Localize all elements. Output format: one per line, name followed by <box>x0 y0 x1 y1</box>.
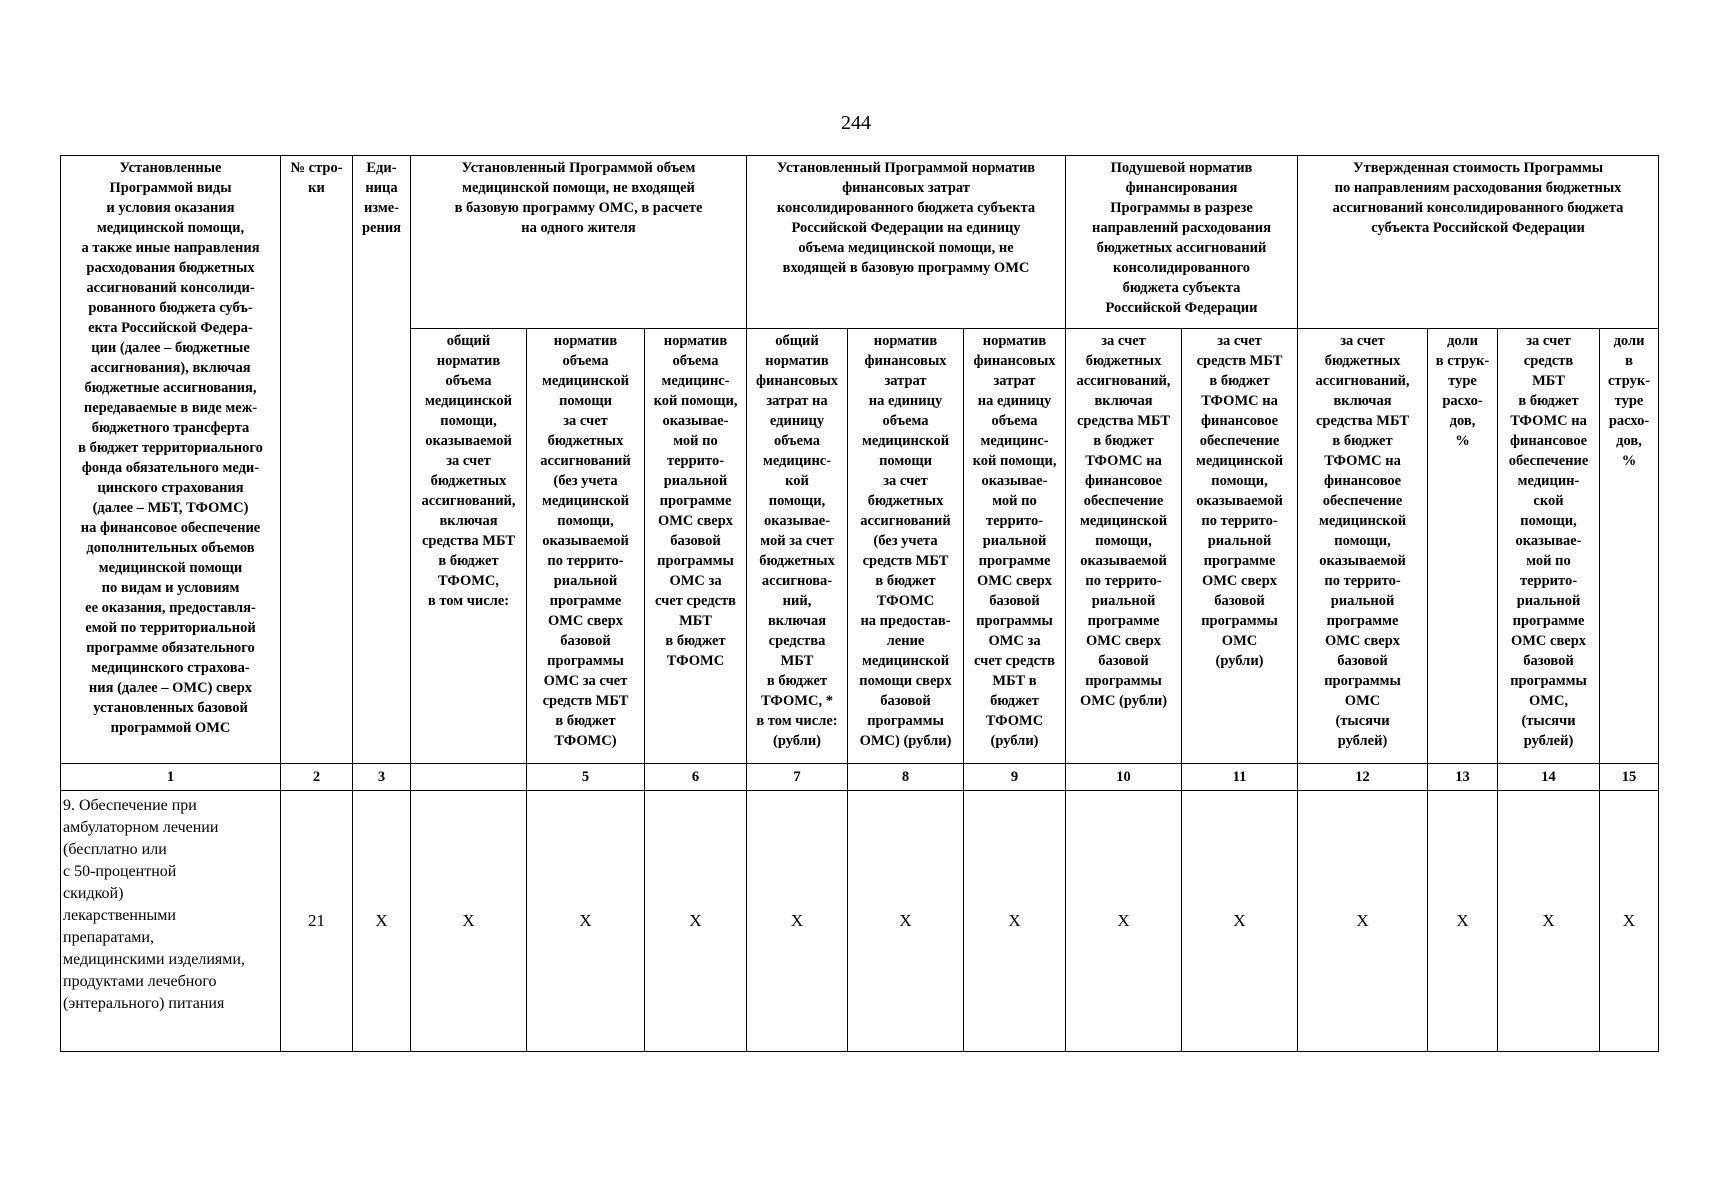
subheader-cell: за счет средств МБТ в бюджет ТФОМС на финансовое обеспечение медицинской помощи, оказываемой по террито- риальной программе ОМС сверх базовой программы ОМС (рубли) <box>1182 329 1298 764</box>
header-group-norm: Установленный Программой норматив финансовых затрат консолидированного бюджета субъекта Российской Федерации на единицу объема медицинской помощи, не входящей в базовую программу ОМС <box>747 156 1066 329</box>
row-value: X <box>527 791 645 1052</box>
row-value: X <box>645 791 747 1052</box>
column-number: 8 <box>848 764 964 791</box>
header-group-cost: Утвержденная стоимость Программы по направлениям расходования бюджетных ассигнований консолидированного бюджета субъекта Российской Федерации <box>1298 156 1659 329</box>
row-value: X <box>964 791 1066 1052</box>
program-table <box>60 155 1659 1052</box>
header-group-volume: Установленный Программой объем медицинской помощи, не входящей в базовую программу ОМС, в расчете на одного жителя <box>411 156 747 329</box>
column-number: 3 <box>353 764 411 791</box>
subheader-cell: за счет бюджетных ассигнований, включая средства МБТ в бюджет ТФОМС на финансовое обеспечение медицинской помощи, оказываемой по террито- риальной программе ОМС сверх базовой программы ОМС (тысячи рублей) <box>1298 329 1428 764</box>
subheader-cell: за счет средств МБТ в бюджет ТФОМС на финансовое обеспечение медицин- ской помощи, оказывае- мой по террито- риальной программе ОМС сверх базовой программы ОМС, (тысячи рублей) <box>1498 329 1600 764</box>
column-number: 6 <box>645 764 747 791</box>
subheader-cell: норматив финансовых затрат на единицу объема медицинс- кой помощи, оказывае- мой по террито- риальной программе ОМС сверх базовой программы ОМС за счет средств МБТ в бюджет ТФОМС (рубли) <box>964 329 1066 764</box>
column-number <box>411 764 527 791</box>
row-value: X <box>1498 791 1600 1052</box>
column-number: 2 <box>281 764 353 791</box>
row-unit: X <box>353 791 411 1052</box>
row-value: X <box>1428 791 1498 1052</box>
column-number: 14 <box>1498 764 1600 791</box>
subheader-cell: за счет бюджетных ассигнований, включая средства МБТ в бюджет ТФОМС на финансовое обеспечение медицинской помощи, оказываемой по террито- риальной программе ОМС сверх базовой программы ОМС (рубли) <box>1066 329 1182 764</box>
column-number: 11 <box>1182 764 1298 791</box>
subheader-cell: норматив объема медицинс- кой помощи, оказывае- мой по террито- риальной программе ОМС сверх базовой программы ОМС за счет средств МБТ в бюджет ТФОМС <box>645 329 747 764</box>
column-number-row <box>61 764 1659 791</box>
header-unit: Еди- ница изме- рения <box>353 156 411 764</box>
column-number: 7 <box>747 764 848 791</box>
row-value: X <box>1182 791 1298 1052</box>
header-care-types: Установленные Программой виды и условия оказания медицинской помощи, а также иные направления расходования бюджетных ассигнований консолиди- рованного бюджета субъ- екта Российской Федера- ции (далее – бюджетные ассигнования), включая бюджетные ассигнования, передаваемые в виде меж- бюджетного трансферта в бюджет территориального фонда обязательного меди- цинского страхования (далее – МБТ, ТФОМС) на финансовое обеспечение дополнительных объемов медицинской помощи по видам и условиям ее оказания, предоставля- емой по территориальной программе обязательного медицинского страхова- ния (далее – ОМС) сверх установленных базовой программой ОМС <box>61 156 281 764</box>
row-line-number: 21 <box>281 791 353 1052</box>
column-number: 12 <box>1298 764 1428 791</box>
column-number: 15 <box>1600 764 1659 791</box>
row-value: X <box>1298 791 1428 1052</box>
row-name: 9. Обеспечение при амбулаторном лечении (бесплатно или с 50-процентной скидкой) лекарственными препаратами, медицинскими изделиями, продуктами лечебного (энтерального) питания <box>61 791 281 1052</box>
row-value: X <box>1066 791 1182 1052</box>
subheader-cell: норматив объема медицинской помощи за счет бюджетных ассигнований (без учета медицинской помощи, оказываемой по террито- риальной программе ОМС сверх базовой программы ОМС за счет средств МБТ в бюджет ТФОМС) <box>527 329 645 764</box>
column-number: 13 <box>1428 764 1498 791</box>
column-number: 10 <box>1066 764 1182 791</box>
subheader-cell: общий норматив объема медицинской помощи, оказываемой за счет бюджетных ассигнований, включая средства МБТ в бюджет ТФОМС, в том числе: <box>411 329 527 764</box>
subheader-cell: норматив финансовых затрат на единицу объема медицинской помощи за счет бюджетных ассигнований (без учета средств МБТ в бюджет ТФОМС на предостав- ление медицинской помощи сверх базовой программы ОМС) (рубли) <box>848 329 964 764</box>
header-group-percapita: Подушевой норматив финансирования Программы в разрезе направлений расходования бюджетных ассигнований консолидированного бюджета субъекта Российской Федерации <box>1066 156 1298 329</box>
row-value: X <box>1600 791 1659 1052</box>
subheader-cell: общий норматив финансовых затрат на единицу объема медицинс- кой помощи, оказывае- мой за счет бюджетных ассигнова- ний, включая средства МБТ в бюджет ТФОМС, * в том числе: (рубли) <box>747 329 848 764</box>
column-number: 9 <box>964 764 1066 791</box>
row-value: X <box>411 791 527 1052</box>
column-number: 5 <box>527 764 645 791</box>
header-line-number: № стро- ки <box>281 156 353 764</box>
header-row-groups <box>61 156 1659 329</box>
row-value: X <box>848 791 964 1052</box>
table-row <box>61 791 1659 1052</box>
page-number: 244 <box>841 112 871 134</box>
subheader-cell: доли в струк- туре расхо- дов, % <box>1600 329 1659 764</box>
subheader-cell: доли в струк- туре расхо- дов, % <box>1428 329 1498 764</box>
column-number: 1 <box>61 764 281 791</box>
row-value: X <box>747 791 848 1052</box>
